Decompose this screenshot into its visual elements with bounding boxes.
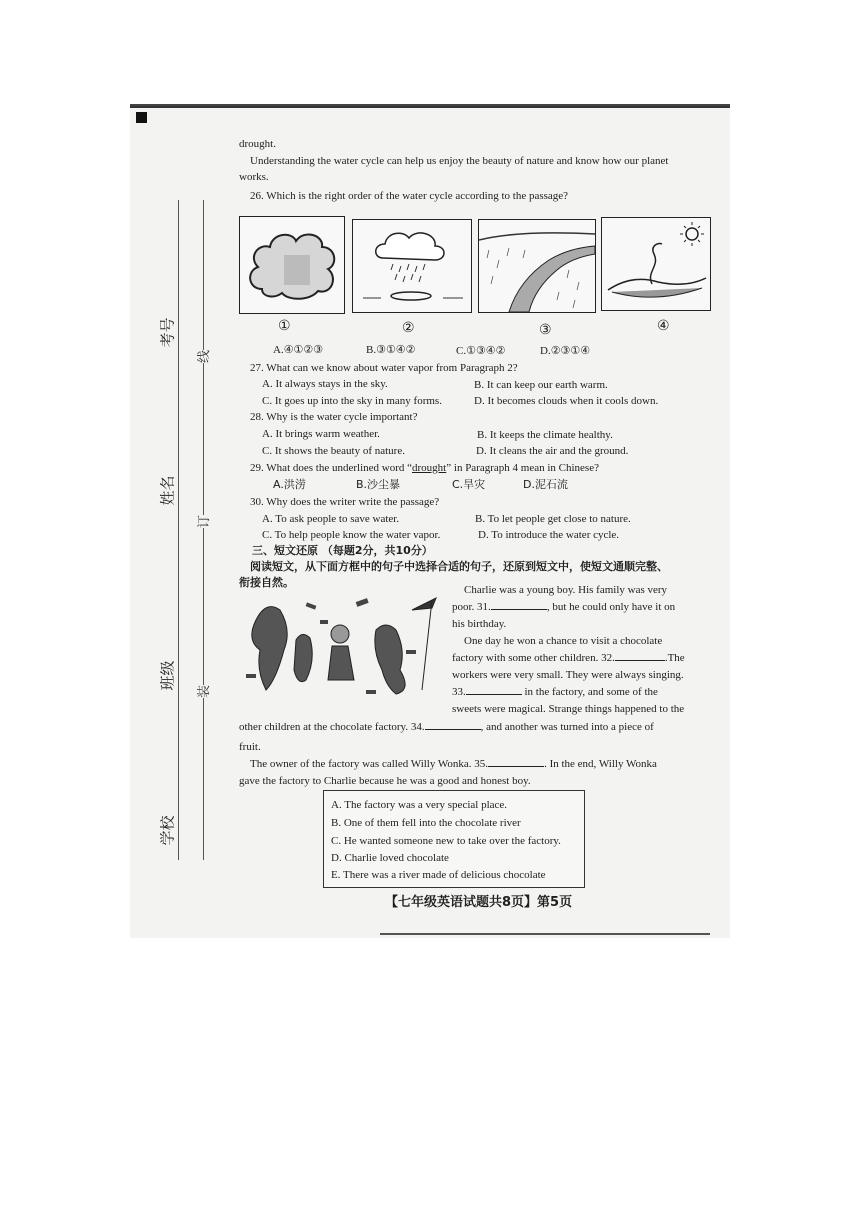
q26-option-c: C.①③④②: [456, 345, 506, 357]
q28-option-c: C. It shows the beauty of nature.: [262, 445, 405, 457]
option-d: D. Charlie loved chocolate: [331, 852, 449, 864]
q28-option-d: D. It cleans the air and the ground.: [476, 445, 629, 457]
q27-option-b: B. It can keep our earth warm.: [474, 379, 608, 391]
story-line-10: fruit.: [239, 741, 261, 753]
q29-question-pre: 29. What does the underlined word “: [250, 462, 413, 474]
q30-option-b: B. To let people get close to nature.: [475, 513, 631, 525]
sun-evaporation-icon: [602, 218, 710, 310]
q28-option-a: A. It brings warm weather.: [262, 428, 380, 440]
story-line-7-pre: 33.: [452, 686, 466, 698]
exam-number-label: 考号: [158, 317, 177, 348]
story-line-6: workers were very small. They were always singing.: [452, 669, 684, 681]
binding-line-outer: [178, 200, 179, 860]
story-line-11-pre: The owner of the factory was called Willy Wonka. 35.: [250, 758, 489, 770]
story-line-2-pre: poor. 31.: [452, 601, 491, 613]
q30-question: 30. Why does the writer write the passage?: [250, 496, 440, 508]
q27-option-a: A. It always stays in the sky.: [262, 378, 388, 390]
story-line-7: [452, 685, 658, 699]
story-line-12: gave the factory to Charlie because he was a good and honest boy.: [239, 775, 531, 787]
story-line-2: [452, 600, 675, 614]
option-b: B. One of them fell into the chocolate river: [331, 817, 521, 829]
water-cycle-picture-3: [478, 219, 596, 313]
q30-option-d: D. To introduce the water cycle.: [478, 529, 620, 541]
story-line-5-post: .The: [664, 652, 685, 664]
q26-option-d: D.②③①④: [540, 345, 591, 357]
story-line-11: [250, 757, 657, 771]
section-3-instruction-2: 衔接自然。: [239, 576, 294, 589]
passage-line-3: works.: [239, 171, 269, 183]
water-cycle-picture-2: [352, 219, 472, 313]
corner-registration-mark: [136, 112, 147, 123]
rain-cloud-icon: [353, 220, 471, 312]
q26-option-a: A.④①②③: [273, 344, 324, 356]
story-line-2-post: , but he could only have it on: [546, 601, 676, 613]
q30-option-c: C. To help people know the water vapor.: [262, 529, 441, 541]
picture-2-number: ②: [402, 321, 415, 336]
option-c: C. He wanted someone new to take over the factory.: [331, 835, 561, 847]
river-rain-icon: [479, 220, 595, 312]
blank-35[interactable]: [488, 766, 544, 767]
water-cycle-picture-4: [601, 217, 711, 311]
option-a: A. The factory was a very special place.: [331, 799, 508, 811]
water-cycle-picture-1: [239, 216, 345, 314]
binding-line-inner: [203, 200, 204, 860]
story-line-5-pre: factory with some other children. 32.: [452, 652, 615, 664]
q29-underlined-word: drought: [412, 462, 447, 474]
cut-mark-zhuang: 装: [193, 685, 212, 698]
section-3-instruction-1: 阅读短文，从下面方框中的句子中选择合适的句子，还原到短文中，使短文通顺完整、: [250, 560, 668, 573]
picture-1-number: ①: [278, 319, 291, 334]
option-e: E. There was a river made of delicious chocolate: [331, 869, 546, 881]
dancing-characters-icon: [236, 590, 450, 712]
section-3-heading: 三、短文还原 （每题2分，共10分）: [252, 544, 433, 557]
blank-34[interactable]: [425, 729, 481, 730]
page-footer: 【七年级英语试题共8页】第5页: [385, 895, 573, 910]
passage-line-1: drought.: [239, 138, 276, 150]
q28-question: 28. Why is the water cycle important?: [250, 411, 418, 423]
story-line-9-pre: other children at the chocolate factory. 34.: [239, 721, 425, 733]
story-line-9: [239, 720, 654, 734]
q29-question: [250, 461, 599, 475]
class-label: 班级: [158, 660, 177, 691]
q29-option-b: B.沙尘暴: [356, 478, 401, 491]
chocolate-factory-illustration: [236, 590, 450, 712]
q29-option-c: C.旱灾: [452, 478, 486, 491]
school-label: 学校: [158, 815, 177, 846]
story-line-7-post: in the factory, and some of the: [521, 686, 658, 698]
blank-33[interactable]: [466, 694, 522, 695]
q26-question: 26. Which is the right order of the water cycle according to the passage?: [250, 190, 569, 202]
story-line-1: Charlie was a young boy. His family was very: [464, 584, 668, 596]
paper-bottom-edge: [380, 933, 710, 935]
story-line-3: his birthday.: [452, 618, 507, 630]
q28-option-b: B. It keeps the climate healthy.: [477, 429, 613, 441]
passage-line-2: Understanding the water cycle can help us enjoy the beauty of nature and know how our planet: [250, 155, 669, 167]
picture-3-number: ③: [539, 323, 552, 338]
q27-option-c: C. It goes up into the sky in many forms.: [262, 395, 442, 407]
blank-31[interactable]: [491, 609, 547, 610]
story-line-9-post: , and another was turned into a piece of: [480, 721, 654, 733]
picture-4-number: ④: [657, 319, 670, 334]
q27-question: 27. What can we know about water vapor from Paragraph 2?: [250, 362, 518, 374]
story-line-8: sweets were magical. Strange things happened to the: [452, 703, 685, 715]
q29-question-post: ” in Paragraph 4 mean in Chinese?: [446, 462, 599, 474]
q27-option-d: D. It becomes clouds when it cools down.: [474, 395, 659, 407]
q30-option-a: A. To ask people to save water.: [262, 513, 400, 525]
story-line-5: [452, 651, 685, 665]
cut-mark-ding: 订: [193, 515, 212, 528]
story-line-11-post: . In the end, Willy Wonka: [544, 758, 657, 770]
q26-option-b: B.③①④②: [366, 344, 416, 356]
cloud-icon: [240, 217, 344, 313]
q29-option-d: D.泥石流: [523, 478, 568, 491]
name-label: 姓名: [158, 475, 177, 506]
story-line-4: One day he won a chance to visit a chocolate: [464, 635, 663, 647]
q29-option-a: A.洪涝: [273, 478, 306, 491]
cut-mark-xian: 线: [193, 350, 212, 363]
blank-32[interactable]: [615, 660, 665, 661]
